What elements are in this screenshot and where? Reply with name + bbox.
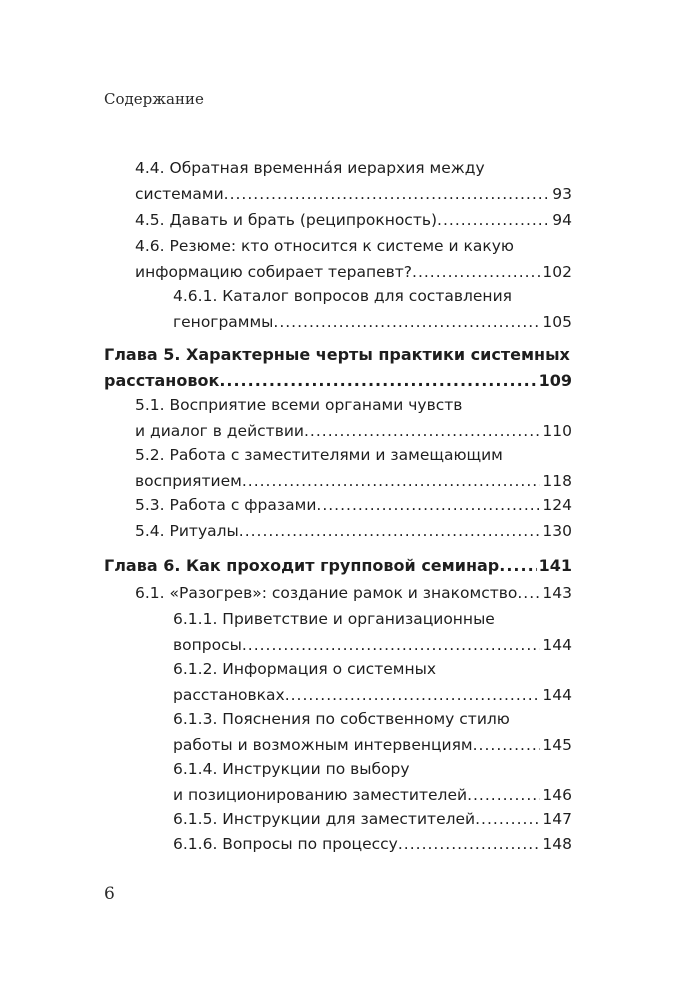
toc-entry-title: 4.5. Давать и брать (реципрокность): [135, 211, 438, 229]
page-number: 124: [542, 496, 572, 514]
toc-entry-4-5[interactable]: [135, 207, 572, 233]
dot-leader: [239, 518, 541, 544]
toc-entry-title: 5.3. Работа с фразами: [135, 496, 317, 514]
page-number: 144: [542, 686, 572, 704]
toc-entry-title: и диалог в действии: [135, 422, 304, 440]
toc-entry-line: 4.4. Обратная временна́я иерархия между: [135, 159, 485, 177]
toc-entry-5-2[interactable]: [135, 442, 572, 494]
page-number: 143: [542, 584, 572, 602]
toc-entry-line: 4.6.1. Каталог вопросов для составления: [173, 287, 512, 305]
toc-entry-title: Глава 6. Как проходит групповой семинар: [104, 556, 500, 575]
dot-leader: [224, 181, 551, 207]
page-number: 94: [552, 211, 572, 229]
toc-entry-line: 5.1. Восприятие всеми органами чувств: [135, 396, 463, 414]
toc-entry-line: 4.6. Резюме: кто относится к системе и какую: [135, 237, 514, 255]
dot-leader: [242, 468, 541, 494]
toc-entry-5-3[interactable]: [135, 492, 572, 518]
dot-leader: [316, 492, 540, 518]
toc-entry-title: и позиционированию заместителей: [173, 786, 468, 804]
dot-leader: [475, 806, 540, 832]
toc-entry-title: информацию собирает терапевт?: [135, 263, 413, 281]
page-number: 118: [542, 472, 572, 490]
toc-entry-6-1-3[interactable]: [173, 706, 572, 758]
page-number: 148: [542, 835, 572, 853]
toc-entry-title: расстановок: [104, 371, 220, 390]
page-number: 141: [538, 556, 572, 575]
toc-chapter-6[interactable]: [104, 553, 572, 579]
toc-chapter-5[interactable]: [104, 342, 572, 394]
toc-entry-6-1-6[interactable]: [173, 831, 572, 857]
toc-entry-title: 6.1.6. Вопросы по процессу: [173, 835, 398, 853]
toc-entry-title: генограммы: [173, 313, 274, 331]
toc-entry-4-4[interactable]: [135, 155, 572, 207]
dot-leader: [517, 580, 540, 606]
toc-entry-6-1-5[interactable]: [173, 806, 572, 832]
toc-entry-5-1[interactable]: [135, 392, 572, 444]
toc-entry-title: 6.1.5. Инструкции для заместителей: [173, 810, 476, 828]
toc-entry-title: восприятием: [135, 472, 242, 490]
toc-entry-line: 6.1.4. Инструкции по выбору: [173, 760, 410, 778]
toc-entry-6-1[interactable]: [135, 580, 572, 606]
toc-entry-title: системами: [135, 185, 224, 203]
dot-leader: [473, 732, 541, 758]
page-number: 130: [542, 522, 572, 540]
toc-entry-title: вопросы: [173, 636, 242, 654]
dot-leader: [273, 309, 540, 335]
toc-entry-line: 6.1.2. Информация о системных: [173, 660, 436, 678]
toc-entry-4-6[interactable]: [135, 233, 572, 285]
toc-entry-6-1-4[interactable]: [173, 756, 572, 808]
toc-entry-line: 6.1.1. Приветствие и организационные: [173, 610, 495, 628]
toc-entry-title: 5.4. Ритуалы: [135, 522, 239, 540]
toc-entry-line: 5.2. Работа с заместителями и замещающим: [135, 446, 503, 464]
dot-leader: [398, 831, 541, 857]
toc-entry-title: работы и возможным интервенциям: [173, 736, 473, 754]
toc-entry-line: Глава 5. Характерные черты практики системных: [104, 345, 570, 364]
page-number: 145: [542, 736, 572, 754]
page-number: 109: [538, 371, 572, 390]
page-number: 93: [552, 185, 572, 203]
toc-entry-6-1-2[interactable]: [173, 656, 572, 708]
dot-leader: [242, 632, 541, 658]
toc-entry-5-4[interactable]: [135, 518, 572, 544]
toc-entry-title: расстановках: [173, 686, 285, 704]
page-number: 146: [542, 786, 572, 804]
toc-entry-line: 6.1.3. Пояснения по собственному стилю: [173, 710, 510, 728]
dot-leader: [285, 682, 541, 708]
dot-leader: [437, 207, 550, 233]
toc-entry-6-1-1[interactable]: [173, 606, 572, 658]
page-number: 110: [542, 422, 572, 440]
page-number: 105: [542, 313, 572, 331]
page-number: 147: [542, 810, 572, 828]
page-number: 102: [542, 263, 572, 281]
dot-leader: [219, 368, 536, 394]
toc-entry-4-6-1[interactable]: [173, 283, 572, 335]
dot-leader: [412, 259, 540, 285]
dot-leader: [467, 782, 540, 808]
page-number: 144: [542, 636, 572, 654]
running-head: Содержание: [104, 90, 204, 108]
dot-leader: [499, 553, 536, 579]
page-folio: 6: [104, 884, 115, 904]
dot-leader: [304, 418, 540, 444]
toc-entry-title: 6.1. «Разогрев»: создание рамок и знакомство: [135, 584, 518, 602]
